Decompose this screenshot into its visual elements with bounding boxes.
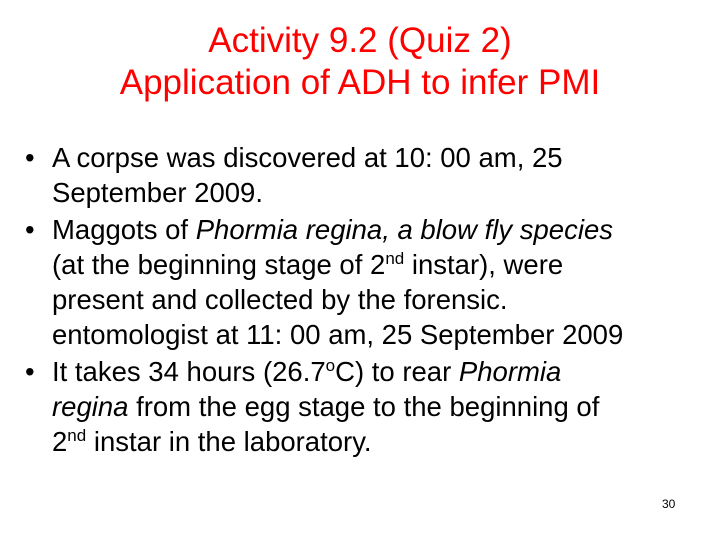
bullet-3-line-1 bbox=[52, 354, 712, 389]
text-segment: instar), were bbox=[404, 249, 564, 280]
text-segment-italic: , a blow fly species bbox=[382, 214, 613, 245]
bullet-icon: • bbox=[25, 142, 35, 173]
bullet-3-line-2 bbox=[52, 389, 712, 424]
text-segment: from the egg stage to the beginning of bbox=[128, 391, 600, 422]
species-name: regina bbox=[52, 391, 129, 422]
bullet-icon: • bbox=[25, 214, 35, 245]
bullet-item-rearing-time bbox=[22, 354, 712, 459]
text-segment: (at the beginning stage of 2 bbox=[52, 249, 386, 280]
text-segment: C) to rear bbox=[335, 356, 459, 387]
text-segment: Maggots of bbox=[52, 214, 196, 245]
bullet-list bbox=[22, 140, 712, 461]
bullet-1-line-1: A corpse was discovered at 10: 00 am, 25 bbox=[52, 142, 563, 173]
bullet-2-line-2 bbox=[52, 247, 712, 282]
text-segment: It takes 34 hours (26.7 bbox=[52, 356, 326, 387]
species-name: Phormia regina bbox=[195, 214, 383, 245]
text-segment: instar in the laboratory. bbox=[86, 426, 372, 457]
title-line-1: Activity 9.2 (Quiz 2) bbox=[208, 21, 512, 60]
text-segment: 2 bbox=[52, 426, 68, 457]
ordinal-superscript: nd bbox=[385, 249, 405, 268]
bullet-1-line-2: September 2009. bbox=[52, 177, 263, 208]
bullet-2-line-4: entomologist at 11: 00 am, 25 September 2009 bbox=[52, 319, 624, 350]
ordinal-superscript: nd bbox=[67, 426, 87, 445]
bullet-2-line-1 bbox=[52, 212, 712, 247]
slide-title bbox=[0, 20, 720, 104]
bullet-icon: • bbox=[25, 356, 35, 387]
bullet-2-line-3: present and collected by the forensic. bbox=[52, 284, 508, 315]
degree-superscript: o bbox=[325, 356, 336, 375]
bullet-item-discovery bbox=[22, 140, 712, 210]
bullet-3-line-3 bbox=[52, 424, 712, 459]
title-line-2: Application of ADH to infer PMI bbox=[119, 63, 601, 102]
bullet-item-maggots bbox=[22, 212, 712, 352]
species-name: Phormia bbox=[458, 356, 562, 387]
page-number: 30 bbox=[662, 497, 676, 511]
